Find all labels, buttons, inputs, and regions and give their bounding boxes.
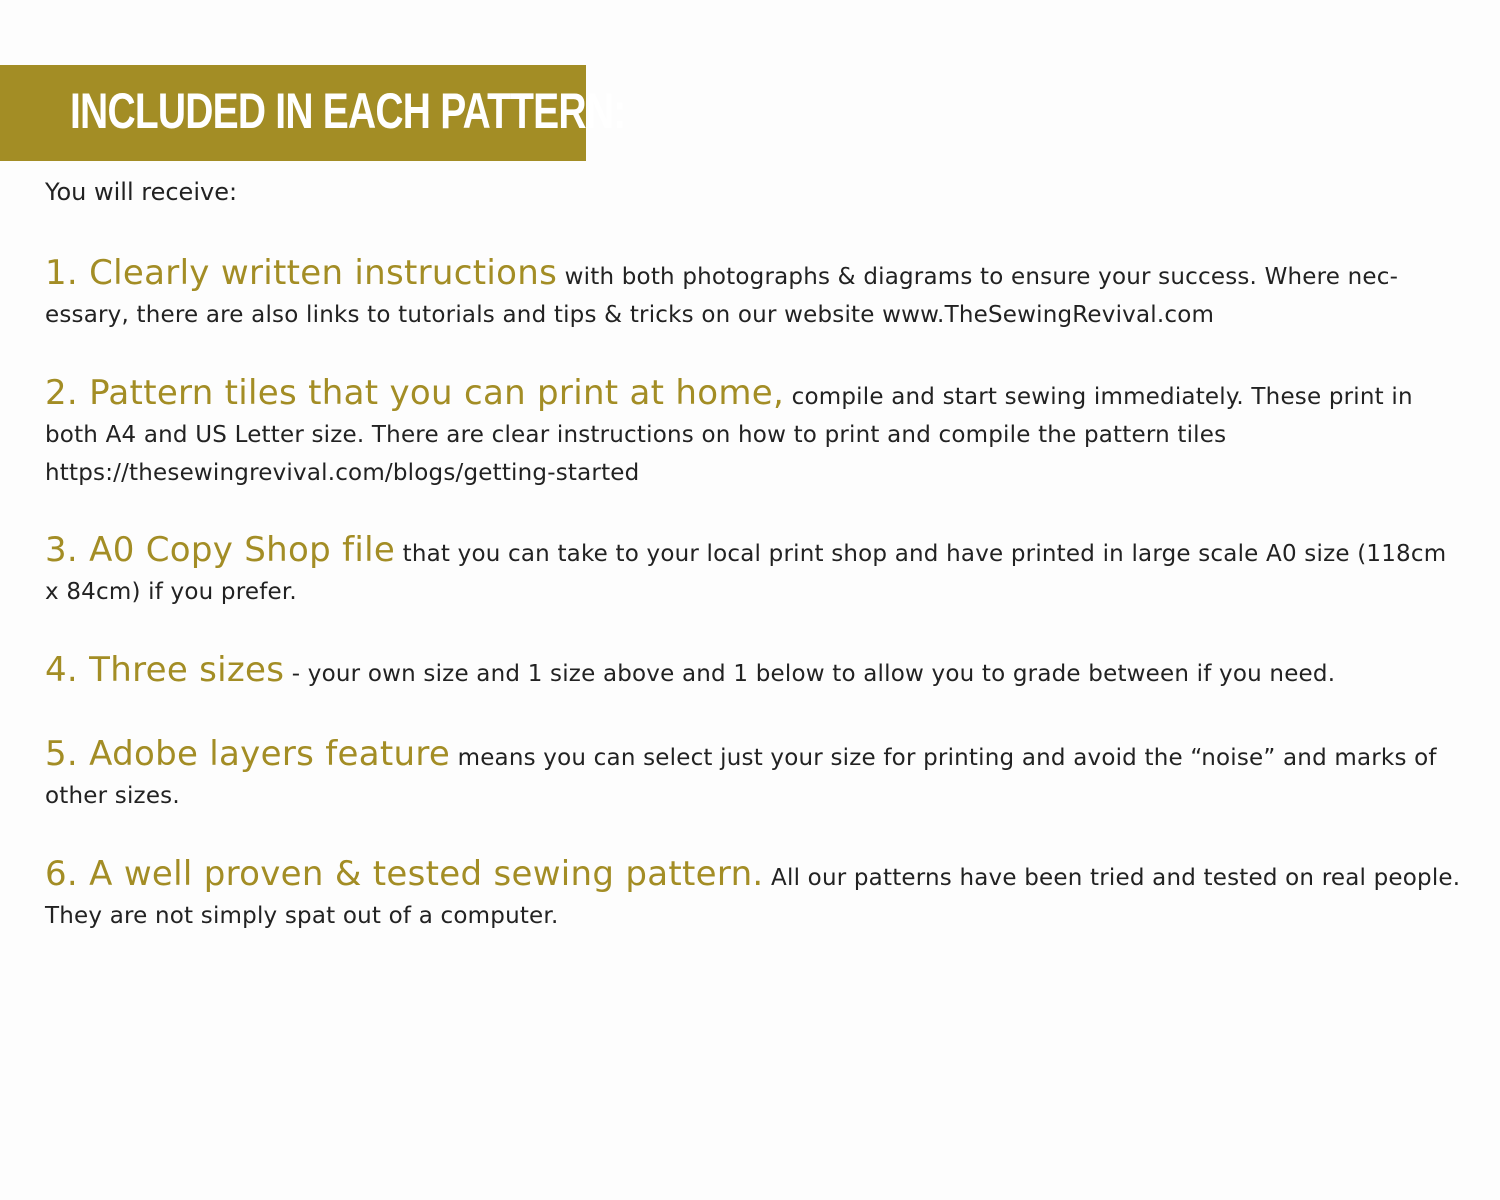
item-text: that you can take to your local print shop and have printed in large scale A0 size (118cm x 84cm) if you prefer. <box>45 541 1447 605</box>
item-text: with both photographs & diagrams to ensure your success. Where nec-essary, there are also links to tutorials and tips & tricks on our website www.TheSewingRevival.com <box>45 264 1399 328</box>
title-banner <box>0 65 626 161</box>
item-heading: 3. A0 Copy Shop file <box>45 530 396 570</box>
item-heading: 2. Pattern tiles that you can print at home, <box>45 373 785 413</box>
list-item-instructions <box>45 255 1465 334</box>
item-heading: 4. Three sizes <box>45 650 285 690</box>
list-item-copy-shop-file <box>45 532 1465 611</box>
intro-text: You will receive: <box>45 178 238 206</box>
item-heading: 1. Clearly written instructions <box>45 253 558 293</box>
list-item-pattern-tiles <box>45 375 1465 492</box>
item-text: means you can select just your size for printing and avoid the “noise” and marks of other sizes. <box>45 745 1437 809</box>
item-text: All our patterns have been tried and tested on real people. They are not simply spat out of a computer. <box>45 865 1461 929</box>
list-item-adobe-layers <box>45 736 1465 815</box>
item-text: compile and start sewing immediately. These print in both A4 and US Letter size. There are clear instructions on how to print and compile the pattern tiles https://thesewingrevival.com/blogs/getting-started <box>45 384 1413 486</box>
list-item-tested-pattern <box>45 856 1465 935</box>
item-heading: 5. Adobe layers feature <box>45 734 451 774</box>
item-heading: 6. A well proven & tested sewing pattern. <box>45 854 764 894</box>
list-item-three-sizes <box>45 652 1465 693</box>
item-text: - your own size and 1 size above and 1 below to allow you to grade between if you need. <box>284 661 1336 687</box>
banner-title: INCLUDED IN EACH PATTERN: <box>70 83 626 139</box>
